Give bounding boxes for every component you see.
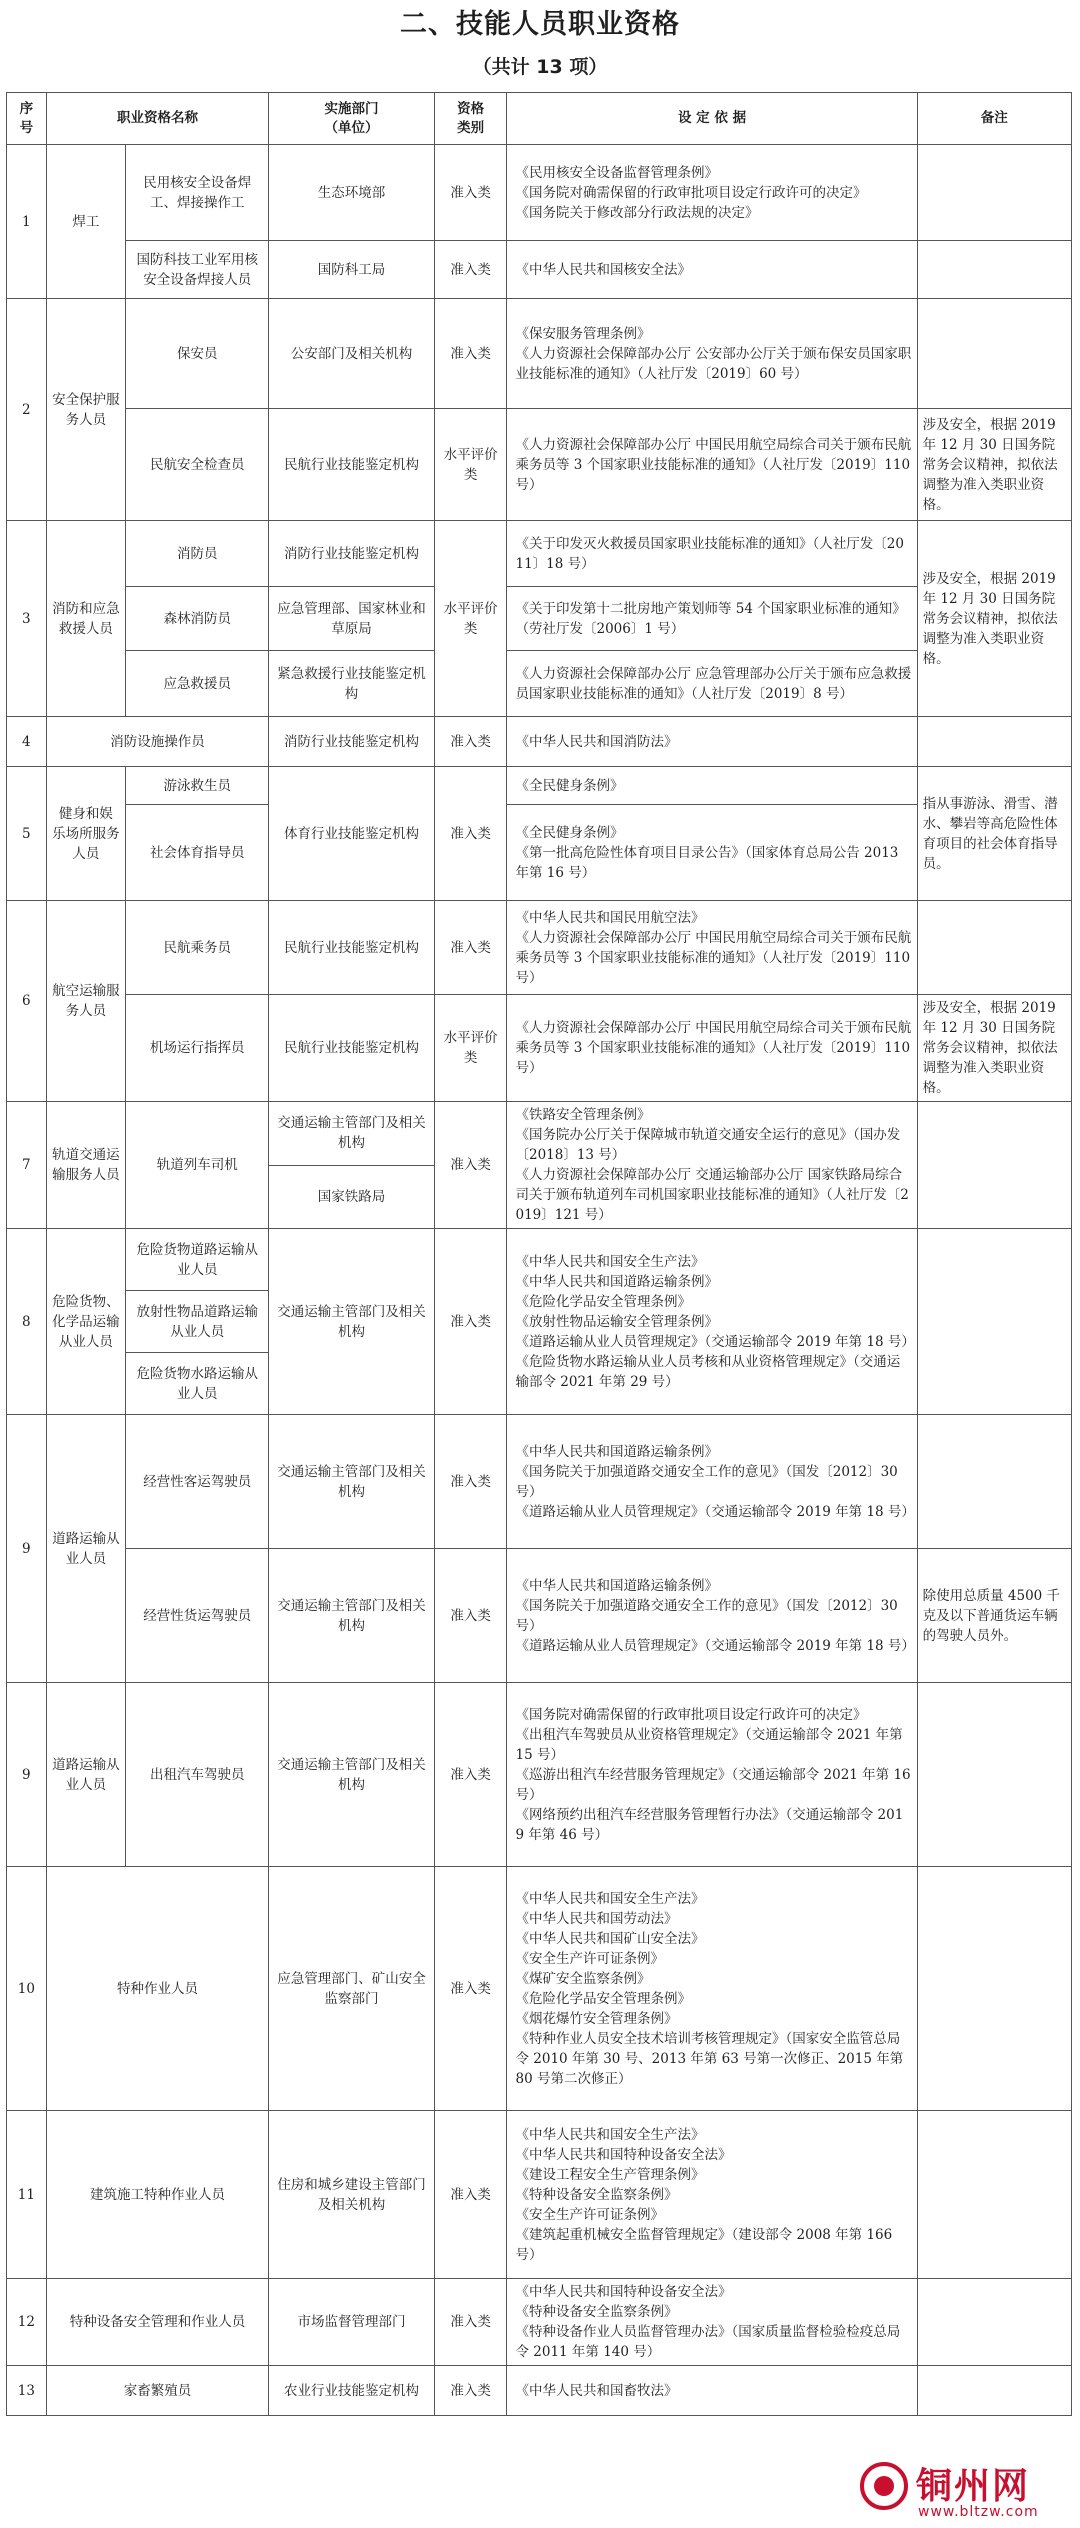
dept-cell: 交通运输主管部门及相关机构 bbox=[269, 1229, 434, 1415]
category-cell: 航空运输服务人员 bbox=[46, 901, 125, 1102]
category-cell: 轨道交通运输服务人员 bbox=[46, 1102, 125, 1229]
table-row bbox=[7, 1549, 1072, 1683]
type-cell: 准入类 bbox=[434, 2111, 507, 2279]
note-cell bbox=[917, 2366, 1071, 2416]
sub-qualification: 民航安全检查员 bbox=[126, 409, 269, 521]
row-number: 1 bbox=[7, 145, 47, 299]
basis-cell: 《保安服务管理条例》 《人力资源社会保障部办公厅 公安部办公厅关于颁布保安员国家职业技能标准的通知》（人社厅发〔2019〕60 号） bbox=[507, 299, 917, 409]
table-row bbox=[7, 1229, 1072, 1291]
sub-qualification: 国防科技工业军用核安全设备焊接人员 bbox=[126, 241, 269, 299]
dept-cell: 国家铁路局 bbox=[269, 1165, 434, 1229]
type-cell: 准入类 bbox=[434, 1102, 507, 1229]
note-cell bbox=[917, 1415, 1071, 1549]
type-cell: 准入类 bbox=[434, 717, 507, 767]
dept-cell: 交通运输主管部门及相关机构 bbox=[269, 1415, 434, 1549]
qualification-name: 特种作业人员 bbox=[46, 1867, 269, 2111]
table-row bbox=[7, 901, 1072, 995]
basis-cell: 《人力资源社会保障部办公厅 中国民用航空局综合司关于颁布民航乘务员等 3 个国家职业技能标准的通知》（人社厅发〔2019〕110 号） bbox=[507, 995, 917, 1102]
row-number: 2 bbox=[7, 299, 47, 521]
note-cell bbox=[917, 1102, 1071, 1229]
row-number: 10 bbox=[7, 1867, 47, 2111]
basis-cell: 《中华人民共和国道路运输条例》 《国务院关于加强道路交通安全工作的意见》（国发〔2012〕30 号） 《道路运输从业人员管理规定》（交通运输部令 2019 年第 18 号） bbox=[507, 1549, 917, 1683]
sub-qualification: 轨道列车司机 bbox=[126, 1102, 269, 1229]
row-number: 12 bbox=[7, 2279, 47, 2366]
basis-cell: 《中华人民共和国安全生产法》 《中华人民共和国劳动法》 《中华人民共和国矿山安全法》 《安全生产许可证条例》 《煤矿安全监察条例》 《危险化学品安全管理条例》 《烟花爆竹安全管理条例》 《特种作业人员安全技术培训考核管理规定》（国家安全监管总局令 2010 年第 30 号、2013 年第 63 号第一次修正、2015 年第 80 号第二次修正） bbox=[507, 1867, 917, 2111]
type-cell: 准入类 bbox=[434, 145, 507, 241]
basis-cell: 《中华人民共和国道路运输条例》 《国务院关于加强道路交通安全工作的意见》（国发〔2012〕30 号） 《道路运输从业人员管理规定》（交通运输部令 2019 年第 18 号） bbox=[507, 1415, 917, 1549]
row-number: 9 bbox=[7, 1415, 47, 1683]
category-cell: 危险货物、化学品运输从业人员 bbox=[46, 1229, 125, 1415]
table-row bbox=[7, 521, 1072, 587]
sub-qualification: 民航乘务员 bbox=[126, 901, 269, 995]
table-row bbox=[7, 409, 1072, 521]
category-cell: 安全保护服务人员 bbox=[46, 299, 125, 521]
table-header-row bbox=[7, 93, 1072, 145]
note-cell bbox=[917, 1683, 1071, 1867]
note-cell bbox=[917, 717, 1071, 767]
sub-qualification: 保安员 bbox=[126, 299, 269, 409]
category-cell: 健身和娱 乐场所服务 人员 bbox=[46, 767, 125, 901]
row-number: 11 bbox=[7, 2111, 47, 2279]
basis-cell: 《中华人民共和国畜牧法》 bbox=[507, 2366, 917, 2416]
table-row bbox=[7, 717, 1072, 767]
type-cell: 水平评价类 bbox=[434, 409, 507, 521]
note-cell bbox=[917, 241, 1071, 299]
watermark-site-name: 铜州网 bbox=[916, 2466, 1031, 2507]
dept-cell: 交通运输主管部门及相关机构 bbox=[269, 1549, 434, 1683]
table-row bbox=[7, 995, 1072, 1102]
dept-cell: 应急管理部、国家林业和草原局 bbox=[269, 587, 434, 651]
type-cell: 水平评价类 bbox=[434, 521, 507, 717]
dept-cell: 体育行业技能鉴定机构 bbox=[269, 767, 434, 901]
row-number: 7 bbox=[7, 1102, 47, 1229]
table-row bbox=[7, 2111, 1072, 2279]
page-title: 二、技能人员职业资格 bbox=[400, 9, 680, 40]
type-cell: 准入类 bbox=[434, 901, 507, 995]
table-row bbox=[7, 2279, 1072, 2366]
table-row bbox=[7, 651, 1072, 717]
qualification-name: 家畜繁殖员 bbox=[46, 2366, 269, 2416]
dept-cell: 农业行业技能鉴定机构 bbox=[269, 2366, 434, 2416]
dept-cell: 应急管理部门、矿山安全监察部门 bbox=[269, 1867, 434, 2111]
dept-cell: 住房和城乡建设主管部门及相关机构 bbox=[269, 2111, 434, 2279]
table-row bbox=[7, 587, 1072, 651]
note-cell: 涉及安全，根据 2019 年 12 月 30 日国务院常务会议精神，拟依法调整为准入类职业资格。 bbox=[917, 521, 1071, 717]
basis-cell: 《中华人民共和国核安全法》 bbox=[507, 241, 917, 299]
note-cell bbox=[917, 299, 1071, 409]
table-row bbox=[7, 241, 1072, 299]
type-cell: 准入类 bbox=[434, 1683, 507, 1867]
note-cell: 指从事游泳、滑雪、潜水、攀岩等高危险性体育项目的社会体育指导员。 bbox=[917, 767, 1071, 901]
dept-cell: 生态环境部 bbox=[269, 145, 434, 241]
sub-qualification: 出租汽车驾驶员 bbox=[126, 1683, 269, 1867]
row-number: 13 bbox=[7, 2366, 47, 2416]
note-cell: 涉及安全，根据 2019 年 12 月 30 日国务院常务会议精神，拟依法调整为准入类职业资格。 bbox=[917, 409, 1071, 521]
sub-qualification: 消防员 bbox=[126, 521, 269, 587]
type-cell: 准入类 bbox=[434, 1549, 507, 1683]
type-cell: 准入类 bbox=[434, 299, 507, 409]
sub-qualification: 应急救援员 bbox=[126, 651, 269, 717]
dept-cell: 民航行业技能鉴定机构 bbox=[269, 901, 434, 995]
header-basis: 设 定 依 据 bbox=[507, 93, 917, 145]
category-cell: 消防和应急救援人员 bbox=[46, 521, 125, 717]
row-number: 6 bbox=[7, 901, 47, 1102]
dept-cell: 国防科工局 bbox=[269, 241, 434, 299]
watermark-url: www.bltzw.com bbox=[918, 2504, 1039, 2520]
note-cell bbox=[917, 1229, 1071, 1415]
sub-qualification: 危险货物水路运输从业人员 bbox=[126, 1353, 269, 1415]
header-seq: 序 号 bbox=[7, 93, 47, 145]
table-row bbox=[7, 805, 1072, 901]
dept-cell: 紧急救援行业技能鉴定机构 bbox=[269, 651, 434, 717]
basis-cell: 《国务院对确需保留的行政审批项目设定行政许可的决定》 《出租汽车驾驶员从业资格管理规定》（交通运输部令 2021 年第 15 号） 《巡游出租汽车经营服务管理规定》（交通运输部令 2021 年第 16 号） 《网络预约出租汽车经营服务管理暂行办法》（交通运输部令 2019 年第 46 号） bbox=[507, 1683, 917, 1867]
dept-cell: 消防行业技能鉴定机构 bbox=[269, 521, 434, 587]
basis-cell: 《中华人民共和国民用航空法》 《人力资源社会保障部办公厅 中国民用航空局综合司关于颁布民航乘务员等 3 个国家职业技能标准的通知》（人社厅发〔2019〕110 号） bbox=[507, 901, 917, 995]
basis-cell: 《中华人民共和国安全生产法》 《中华人民共和国特种设备安全法》 《建设工程安全生产管理条例》 《特种设备安全监察条例》 《安全生产许可证条例》 《建筑起重机械安全监督管理规定》（建设部令 2008 年第 166 号） bbox=[507, 2111, 917, 2279]
dept-cell: 市场监督管理部门 bbox=[269, 2279, 434, 2366]
sub-qualification: 危险货物道路运输从业人员 bbox=[126, 1229, 269, 1291]
table-row bbox=[7, 1683, 1072, 1867]
basis-cell: 《中华人民共和国安全生产法》 《中华人民共和国道路运输条例》 《危险化学品安全管理条例》 《放射性物品运输安全管理条例》 《道路运输从业人员管理规定》（交通运输部令 2019 年第 18 号） 《危险货物水路运输从业人员考核和从业资格管理规定》（交通运输部令 2021 年第 29 号） bbox=[507, 1229, 917, 1415]
qualification-name: 消防设施操作员 bbox=[46, 717, 269, 767]
basis-cell: 《铁路安全管理条例》 《国务院办公厅关于保障城市轨道交通安全运行的意见》（国办发〔2018〕13 号） 《人力资源社会保障部办公厅 交通运输部办公厅 国家铁路局综合司关于颁布轨道列车司机国家职业技能标准的通知》（人社厅发〔2019〕121 号） bbox=[507, 1102, 917, 1229]
dept-cell: 消防行业技能鉴定机构 bbox=[269, 717, 434, 767]
table-row bbox=[7, 145, 1072, 241]
type-cell: 准入类 bbox=[434, 2366, 507, 2416]
basis-cell: 《关于印发第十二批房地产策划师等 54 个国家职业标准的通知》（劳社厅发〔2006〕1 号） bbox=[507, 587, 917, 651]
sub-qualification: 民用核安全设备焊工、焊接操作工 bbox=[126, 145, 269, 241]
basis-cell: 《全民健身条例》 《第一批高危险性体育项目目录公告》（国家体育总局公告 2013 年第 16 号） bbox=[507, 805, 917, 901]
note-cell bbox=[917, 2111, 1071, 2279]
note-cell: 涉及安全，根据 2019 年 12 月 30 日国务院常务会议精神，拟依法调整为准入类职业资格。 bbox=[917, 995, 1071, 1102]
type-cell: 准入类 bbox=[434, 767, 507, 901]
table-row bbox=[7, 1415, 1072, 1549]
basis-cell: 《人力资源社会保障部办公厅 中国民用航空局综合司关于颁布民航乘务员等 3 个国家职业技能标准的通知》（人社厅发〔2019〕110 号） bbox=[507, 409, 917, 521]
basis-cell: 《中华人民共和国特种设备安全法》 《特种设备安全监察条例》 《特种设备作业人员监督管理办法》（国家质量监督检验检疫总局令 2011 年第 140 号） bbox=[507, 2279, 917, 2366]
type-cell: 准入类 bbox=[434, 1229, 507, 1415]
table-row bbox=[7, 767, 1072, 805]
sub-qualification: 经营性货运驾驶员 bbox=[126, 1549, 269, 1683]
row-number: 8 bbox=[7, 1229, 47, 1415]
dept-cell: 民航行业技能鉴定机构 bbox=[269, 409, 434, 521]
watermark bbox=[854, 2458, 1074, 2524]
category-cell: 道路运输从业人员 bbox=[46, 1683, 125, 1867]
page-subtitle: （共计 13 项） bbox=[472, 56, 608, 78]
qualification-name: 建筑施工特种作业人员 bbox=[46, 2111, 269, 2279]
note-cell bbox=[917, 145, 1071, 241]
sub-qualification: 放射性物品道路运输从业人员 bbox=[126, 1291, 269, 1353]
dept-cell: 民航行业技能鉴定机构 bbox=[269, 995, 434, 1102]
basis-cell: 《全民健身条例》 bbox=[507, 767, 917, 805]
note-cell bbox=[917, 2279, 1071, 2366]
table-row bbox=[7, 299, 1072, 409]
basis-cell: 《人力资源社会保障部办公厅 应急管理部办公厅关于颁布应急救援员国家职业技能标准的通知》（人社厅发〔2019〕8 号） bbox=[507, 651, 917, 717]
seal-logo-icon bbox=[860, 2462, 908, 2510]
basis-cell: 《民用核安全设备监督管理条例》 《国务院对确需保留的行政审批项目设定行政许可的决定》 《国务院关于修改部分行政法规的决定》 bbox=[507, 145, 917, 241]
header-note: 备注 bbox=[917, 93, 1071, 145]
type-cell: 准入类 bbox=[434, 1867, 507, 2111]
note-cell: 除使用总质量 4500 千克及以下普通货运车辆的驾驶人员外。 bbox=[917, 1549, 1071, 1683]
dept-cell: 交通运输主管部门及相关机构 bbox=[269, 1102, 434, 1166]
basis-cell: 《中华人民共和国消防法》 bbox=[507, 717, 917, 767]
sub-qualification: 游泳救生员 bbox=[126, 767, 269, 805]
type-cell: 准入类 bbox=[434, 1415, 507, 1549]
basis-cell: 《关于印发灭火救援员国家职业技能标准的通知》（人社厅发〔2011〕18 号） bbox=[507, 521, 917, 587]
type-cell: 准入类 bbox=[434, 2279, 507, 2366]
type-cell: 水平评价类 bbox=[434, 995, 507, 1102]
row-number: 9 bbox=[7, 1683, 47, 1867]
header-dept: 实施部门 （单位） bbox=[269, 93, 434, 145]
header-name: 职业资格名称 bbox=[46, 93, 269, 145]
note-cell bbox=[917, 1867, 1071, 2111]
qualification-table bbox=[6, 92, 1072, 2416]
category-cell: 道路运输从业人员 bbox=[46, 1415, 125, 1683]
table-row bbox=[7, 1102, 1072, 1166]
table-row bbox=[7, 1867, 1072, 2111]
header-type: 资格 类别 bbox=[434, 93, 507, 145]
category-cell: 焊工 bbox=[46, 145, 125, 299]
row-number: 5 bbox=[7, 767, 47, 901]
table-row bbox=[7, 2366, 1072, 2416]
dept-cell: 交通运输主管部门及相关机构 bbox=[269, 1683, 434, 1867]
type-cell: 准入类 bbox=[434, 241, 507, 299]
row-number: 3 bbox=[7, 521, 47, 717]
dept-cell: 公安部门及相关机构 bbox=[269, 299, 434, 409]
sub-qualification: 机场运行指挥员 bbox=[126, 995, 269, 1102]
sub-qualification: 社会体育指导员 bbox=[126, 805, 269, 901]
note-cell bbox=[917, 901, 1071, 995]
row-number: 4 bbox=[7, 717, 47, 767]
sub-qualification: 森林消防员 bbox=[126, 587, 269, 651]
qualification-name: 特种设备安全管理和作业人员 bbox=[46, 2279, 269, 2366]
sub-qualification: 经营性客运驾驶员 bbox=[126, 1415, 269, 1549]
